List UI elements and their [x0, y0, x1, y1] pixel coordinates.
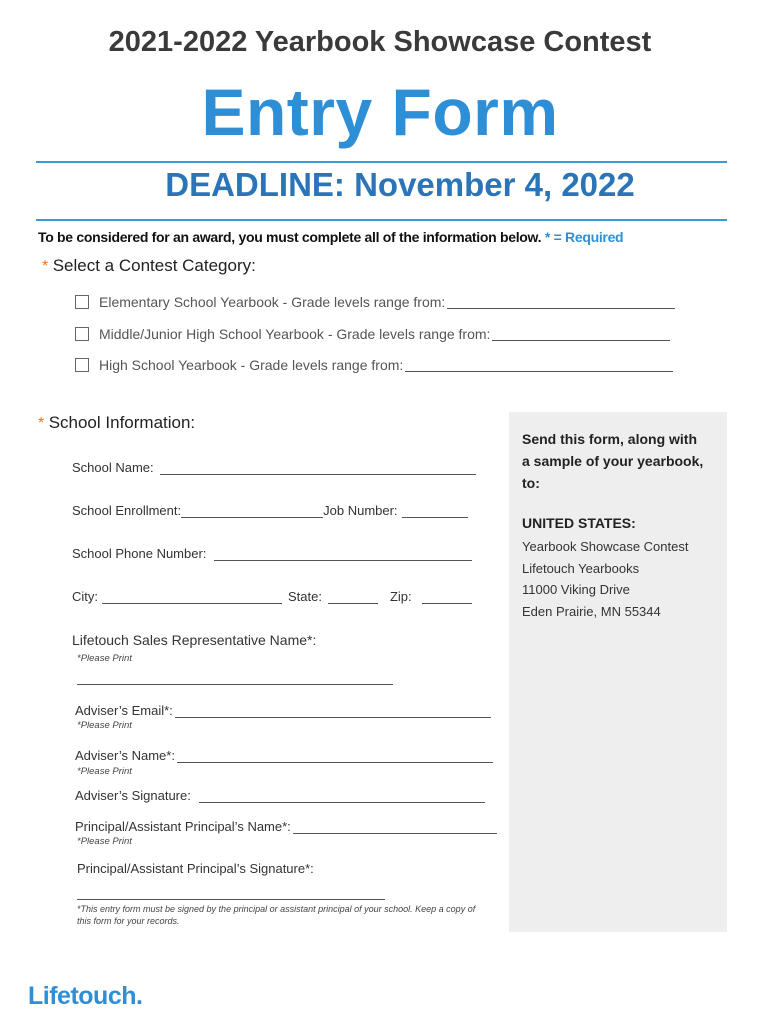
page-title: Entry Form [201, 75, 559, 149]
principal-signature-label: Principal/Assistant Principal’s Signature*: [77, 861, 314, 876]
school-name-field[interactable] [160, 462, 476, 475]
send-instructions [522, 428, 703, 494]
adviser-email-please-print: *Please Print [77, 720, 132, 731]
middle-label: Middle/Junior High School Yearbook - Grade levels range from: [99, 326, 491, 342]
lifetouch-logo: Lifetouch. [28, 982, 143, 1010]
contest-subtitle: 2021-2022 Yearbook Showcase Contest [108, 26, 652, 58]
rep-name-label: Lifetouch Sales Representative Name*: [72, 632, 317, 648]
divider-bottom [36, 219, 727, 221]
intro-instructions: To be considered for an award, you must complete all of the information below. [38, 229, 542, 245]
enrollment-row [72, 503, 468, 518]
school-name-row [72, 460, 476, 475]
adviser-name-please-print: *Please Print [77, 766, 132, 777]
adviser-email-row [75, 703, 491, 718]
address-line: Yearbook Showcase Contest [522, 539, 689, 554]
rep-name-field[interactable] [77, 672, 393, 685]
required-legend: * = Required [544, 229, 624, 245]
school-name-label: School Name: [72, 460, 154, 475]
category-heading [42, 256, 256, 276]
state-label: State: [288, 589, 322, 604]
job-number-field[interactable] [402, 505, 468, 518]
middle-checkbox[interactable] [75, 327, 89, 341]
send-line-3: to: [522, 475, 540, 491]
school-heading [38, 413, 195, 433]
adviser-name-field[interactable] [177, 750, 493, 763]
address-line: Lifetouch Yearbooks [522, 560, 640, 576]
required-star: * [38, 415, 45, 432]
divider-top [36, 161, 727, 163]
zip-label: Zip: [389, 589, 412, 604]
high-grade-field[interactable] [405, 359, 673, 372]
enrollment-field[interactable] [181, 505, 323, 518]
principal-name-row [75, 819, 497, 834]
phone-field[interactable] [214, 548, 472, 561]
high-label: High School Yearbook - Grade levels range from: [99, 357, 404, 373]
zip-field[interactable] [422, 591, 472, 604]
adviser-name-label: Adviser’s Name*: [75, 748, 175, 763]
category-option-elementary[interactable] [75, 294, 675, 310]
country-heading: UNITED STATES: [522, 515, 636, 531]
job-number-label: Job Number: [323, 503, 398, 518]
adviser-name-row [75, 748, 493, 763]
category-option-middle[interactable] [75, 326, 670, 342]
middle-grade-field[interactable] [492, 328, 670, 341]
adviser-signature-field[interactable] [199, 790, 485, 803]
principal-signature-field[interactable] [77, 887, 385, 900]
category-option-high[interactable] [75, 357, 673, 373]
city-field[interactable] [102, 591, 282, 604]
rep-please-print: *Please Print [77, 653, 132, 664]
mailing-address [522, 536, 688, 622]
intro-text [38, 229, 623, 245]
principal-name-field[interactable] [293, 821, 497, 834]
signature-footnote: *This entry form must be signed by the principal or assistant principal of your school. Keep a copy of this form for your records. [77, 904, 476, 926]
elementary-grade-field[interactable] [447, 296, 675, 309]
send-line-1: Send this form, along with [522, 431, 697, 447]
address-line: Eden Prairie, MN 55344 [522, 603, 661, 619]
required-star: * [42, 258, 49, 275]
adviser-email-label: Adviser’s Email*: [75, 703, 173, 718]
phone-row [72, 546, 472, 561]
address-row [72, 589, 472, 604]
school-title: School Information: [48, 413, 196, 432]
elementary-checkbox[interactable] [75, 295, 89, 309]
adviser-signature-row [75, 788, 485, 803]
address-line: 11000 Viking Drive [522, 582, 630, 597]
principal-please-print: *Please Print [77, 836, 132, 847]
principal-name-label: Principal/Assistant Principal’s Name*: [75, 819, 291, 834]
adviser-email-field[interactable] [175, 705, 491, 718]
state-field[interactable] [328, 591, 378, 604]
elementary-label: Elementary School Yearbook - Grade levels range from: [99, 294, 446, 310]
deadline-heading: DEADLINE: November 4, 2022 [165, 166, 635, 203]
category-title: Select a Contest Category: [52, 256, 256, 275]
phone-label: School Phone Number: [72, 546, 207, 561]
mailing-panel [509, 412, 727, 932]
city-label: City: [72, 589, 98, 604]
high-checkbox[interactable] [75, 358, 89, 372]
send-line-2: a sample of your yearbook, [522, 453, 704, 469]
adviser-signature-label: Adviser’s Signature: [75, 788, 191, 803]
enrollment-label: School Enrollment: [72, 503, 182, 518]
